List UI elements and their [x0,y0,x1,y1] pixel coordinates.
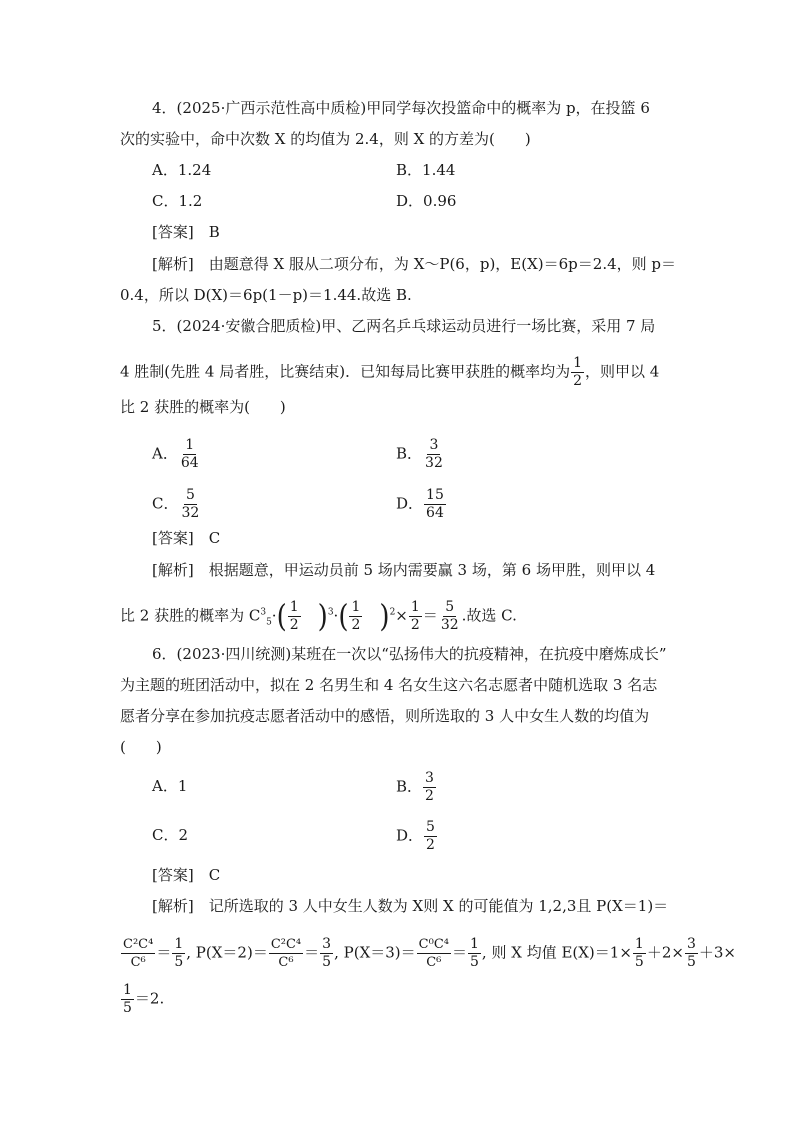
q5-option-b [396,437,446,472]
option-fraction [423,437,445,472]
exp-text: .故选 C. [461,606,517,625]
left-paren: ( [338,598,349,635]
option-fraction [423,770,436,805]
q5-explanation-line1: [解析] 根据题意，甲运动员前 5 场内需要赢 3 场，第 6 场甲胜，则甲以 4 [152,561,656,579]
exp-power: 2 [389,607,396,618]
fraction-numerator: C²C⁴ [270,937,302,952]
fraction-denominator: 2 [410,617,420,633]
right-paren: ) [317,598,328,635]
fraction-numerator: C⁰C⁴ [418,937,449,952]
q5-explanation-line2 [120,599,517,634]
q6-stem-line2: 为主题的班团活动中，拟在 2 名男生和 4 名女生这六名志愿者中随机选取 3 名志 [120,676,658,694]
q4-option-b: B．1.44 [396,161,456,179]
exp-text: , 则 X 均值 E(X)＝1× [481,943,632,962]
fraction-numerator: 1 [351,599,361,615]
exp-power: 3 [327,607,334,618]
fraction-denominator: 2 [351,617,361,633]
fraction-numerator: 1 [185,437,195,453]
fraction-numerator: 1 [410,599,420,615]
option-fraction [179,487,201,522]
q6-explanation-line1: [解析] 记所选取的 3 人中女生人数为 X则 X 的可能值为 1,2,3且 P(X＝1)＝ [152,897,669,915]
fraction-denominator: 64 [180,455,199,471]
p3-fraction [417,936,451,971]
q6-explanation-line3 [120,982,164,1017]
q4-stem-line1: 4．(2025·广西示范性高中质检)甲同学每次投篮命中的概率为 p，在投篮 6 [152,99,650,117]
fraction-numerator: 1 [634,936,644,952]
q5-option-a [152,437,202,472]
fraction-denominator: 5 [634,954,644,970]
option-label: B． [396,777,423,796]
exp-text: , P(X＝3)＝ [334,943,416,962]
e1-fraction [633,936,646,971]
half-fraction [288,599,301,634]
fraction-denominator: 32 [425,455,443,471]
option-label: A． [152,444,178,463]
q6-option-b [396,770,437,805]
exp-text: , P(X＝2)＝ [186,943,268,962]
fraction-numerator: 5 [426,819,435,835]
p1-fraction [121,936,155,971]
fraction-denominator: 2 [573,373,583,389]
fraction-numerator: 1 [174,936,184,952]
q6-option-a: A．1 [152,777,188,795]
q4-option-a: A．1.24 [152,161,212,179]
fraction-numerator: 15 [426,487,444,503]
q4-stem-line2: 次的实验中，命中次数 X 的均值为 2.4，则 X 的方差为( ) [120,130,531,148]
fraction-denominator: 32 [181,505,200,521]
exp-text: ＋2× [646,943,684,962]
q4-option-d: D．0.96 [396,192,457,210]
e3-fraction [121,982,134,1017]
fraction-denominator: 5 [174,954,184,970]
option-fraction [424,487,446,522]
fraction-numerator: C²C⁴ [123,937,154,952]
q6-option-d [396,819,438,854]
p2-fraction [269,936,303,971]
result-fraction [439,599,461,634]
fraction-denominator: 5 [686,954,696,970]
fraction-numerator: 3 [429,437,439,453]
left-paren: ( [276,598,287,635]
fraction-numerator: 3 [425,770,434,786]
fraction-denominator: 64 [426,505,444,521]
fraction-numerator: 5 [445,599,455,615]
q5-stem-line2 [120,355,659,390]
exp-superscript: 3 [260,607,267,618]
q4-explanation-line1: [解析] 由题意得 X 服从二项分布，为 X～P(6，p)，E(X)＝6p＝2.4，则 p＝ [152,255,677,273]
times-sign: × [395,606,408,625]
exp-dot: · [271,606,277,625]
q5-half-fraction [571,355,584,390]
fraction-denominator: 32 [440,617,459,633]
fraction-denominator: 2 [426,837,435,853]
fraction-numerator: 1 [470,936,479,952]
exp-text: ＋3× [698,943,736,962]
fraction-denominator: 2 [425,788,434,804]
exp-text: ＝2. [134,989,165,1008]
equals-sign: ＝ [304,943,320,962]
q5-option-d [396,487,447,522]
q6-stem-line3: 愿者分享在参加抗疫志愿者活动中的感悟，则所选取的 3 人中女生人数的均值为 [120,707,650,725]
fraction-numerator: 5 [185,487,195,503]
fraction-denominator: C⁶ [426,955,442,970]
q5-stem-line1: 5．(2024·安徽合肥质检)甲、乙两名乒乓球运动员进行一场比赛，采用 7 局 [152,317,656,335]
exp-subscript: 5 [266,617,272,628]
half-fraction [409,599,422,634]
q6-stem-line1: 6．(2023·四川统测)某班在一次以“弘扬伟大的抗疫精神，在抗疫中磨炼成长” [152,645,667,663]
exp-text: 比 2 获胜的概率为 C [120,606,261,625]
fraction-denominator: 5 [470,954,479,970]
option-label: C． [152,494,179,513]
q4-answer: [答案] B [152,223,220,241]
equals-sign: ＝ [451,943,467,962]
q5-stem-line2-tail: ，则甲以 4 [585,362,660,381]
exp-dot: · [333,606,339,625]
option-label: D． [396,826,424,845]
fraction-numerator: 3 [686,936,696,952]
q5-option-c [152,487,202,522]
q4-explanation-line2: 0.4，所以 D(X)＝6p(1－p)＝1.44.故选 B. [120,286,412,304]
option-fraction [424,819,437,854]
half-fraction [349,599,362,634]
option-fraction [179,437,201,472]
fraction-denominator: C⁶ [278,955,294,970]
fraction-denominator: C⁶ [130,955,146,970]
q6-answer: [答案] C [152,866,221,884]
fraction-numerator: 1 [289,599,299,615]
fraction-denominator: 5 [322,954,332,970]
v3-fraction [468,936,481,971]
e2-fraction [685,936,698,971]
q6-option-c: C．2 [152,826,189,844]
option-label: B． [396,444,423,463]
q5-stem-line3: 比 2 获胜的概率为( ) [120,398,286,416]
fraction-denominator: 2 [289,617,299,633]
v2-fraction [320,936,333,971]
q5-stem-line2-text: 4 胜制(先胜 4 局者胜，比赛结束)．已知每局比赛甲获胜的概率均为 [120,362,571,381]
equals-sign: ＝ [422,606,438,625]
q4-option-c: C．1.2 [152,192,203,210]
fraction-denominator: 5 [123,1000,132,1016]
q5-answer: [答案] C [152,529,221,547]
equals-sign: ＝ [156,943,172,962]
fraction-numerator: 1 [123,982,132,998]
q6-explanation-line2 [120,936,736,971]
fraction-numerator: 3 [322,936,332,952]
q6-stem-line4: ( ) [120,738,162,756]
fraction-numerator: 1 [573,355,583,371]
right-paren: ) [379,598,390,635]
v1-fraction [172,936,185,971]
option-label: D． [396,494,424,513]
